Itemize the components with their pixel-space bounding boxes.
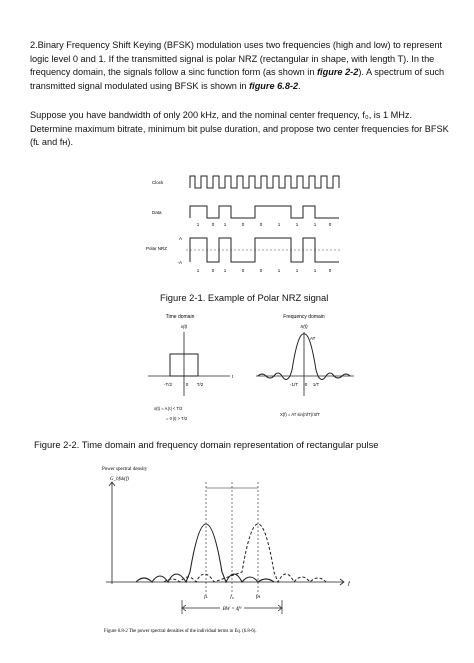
nrz-bit: 1: [277, 268, 281, 273]
freq-fn-label: X(f): [300, 324, 308, 329]
nrz-bit: 0: [241, 268, 245, 273]
data-bit: 1: [313, 222, 317, 227]
nrz-bit: 1: [313, 268, 317, 273]
psd-high-lobe: [164, 524, 326, 582]
psd-low-lobe: [136, 524, 274, 582]
frequency-domain-title: Frequency domain: [283, 314, 325, 320]
data-bit: 0: [211, 222, 215, 227]
figure-6-8-2-diagram: [96, 462, 358, 640]
polar-nrz-label: Polar NRZ: [146, 246, 168, 251]
nrz-bit: 0: [328, 268, 332, 273]
figure-2-2-caption: Figure 2-2. Time domain and frequency domain representation of rectangular pulse: [34, 439, 379, 450]
bw-label: BW = 4fᵈ: [222, 607, 242, 612]
data-bit: 1: [277, 222, 281, 227]
question-paragraph-2: Suppose you have bandwidth of only 200 kHz, and the nominal center frequency, f₀, is 1 MHz. Determine maximum bitrate, minimum bit pulse duration, and propose two center frequencies for BFSK (fʟ and fʜ).: [30, 110, 449, 148]
figure-2-2: [140, 306, 362, 434]
figure-6-8-2-reference: figure 6.8-2: [249, 80, 299, 91]
nrz-bit: 1: [196, 268, 200, 273]
f0-label: f₀: [230, 594, 234, 600]
nrz-bit: 1: [295, 268, 299, 273]
data-bit: 0: [259, 222, 263, 227]
figure-6-8-2-caption: Figure 6.8-2 The power spectral densities of the individual terms in Eq. (6.8-6).: [104, 629, 257, 634]
polar-nrz-waveform: [190, 238, 339, 262]
time-domain-title: Time domain: [165, 314, 195, 320]
time-tick-neg: -T/2: [163, 382, 173, 387]
clock-label: Clock: [152, 180, 164, 185]
data-bit: 0: [241, 222, 245, 227]
nrz-level-high: A: [178, 236, 182, 241]
figure-2-1-diagram: [140, 166, 350, 288]
time-tick-zero: 0: [185, 382, 189, 387]
nrz-bit: 0: [259, 268, 263, 273]
question-paragraph-1: 2.Binary Frequency Shift Keying (BFSK) modulation uses two frequencies (high and low) to represent logic level 0 and 1. If the transmitted signal is polar NRZ (rectangular in shape, with length T). In the frequency domain, the signals follow a sinc function form (as shown in figure 2-2). A spectrum of such transmitted signal modulated using BFSK is shown in figure 6.8-2.: [30, 40, 445, 91]
freq-tick-zero: 0: [304, 382, 308, 387]
time-axis-label: t: [232, 374, 234, 379]
time-definition-1: x(t) = A |t| < T/2: [154, 406, 183, 411]
figure-2-2-reference: figure 2-2: [317, 67, 359, 78]
figure-2-1: [140, 166, 350, 288]
fl-label: fʟ: [204, 594, 208, 600]
clock-waveform: [190, 176, 339, 188]
data-waveform: [190, 206, 339, 218]
freq-peak-label: AT: [310, 336, 316, 341]
figure-2-2-diagram: [140, 306, 362, 434]
time-fn-label: x(t): [180, 324, 188, 329]
freq-tick-pos: 1/T: [312, 382, 320, 387]
time-definition-2: = 0 |t| > T/2: [166, 416, 188, 421]
freq-tick-neg: -1/T: [289, 382, 299, 387]
psd-ylabel: Power spectral density: [102, 467, 148, 472]
time-tick-pos: T/2: [196, 382, 204, 387]
data-bit: 0: [328, 222, 332, 227]
nrz-bit: 1: [223, 268, 227, 273]
figure-2-1-caption: Figure 2-1. Example of Polar NRZ signal: [160, 292, 329, 303]
psd-yfn: G_bfsk(f): [110, 477, 129, 482]
fh-label: fʜ: [255, 594, 261, 600]
data-bit: 1: [223, 222, 227, 227]
nrz-level-low: -A: [177, 260, 182, 265]
nrz-bit: 0: [211, 268, 215, 273]
figure-6-8-2: [96, 462, 358, 640]
data-label: Data: [152, 210, 162, 215]
psd-xlabel: f: [348, 582, 350, 588]
data-bit: 1: [196, 222, 200, 227]
freq-formula: X(f) = AT sin(πfT)/πfT: [280, 412, 320, 417]
data-bit: 1: [295, 222, 299, 227]
